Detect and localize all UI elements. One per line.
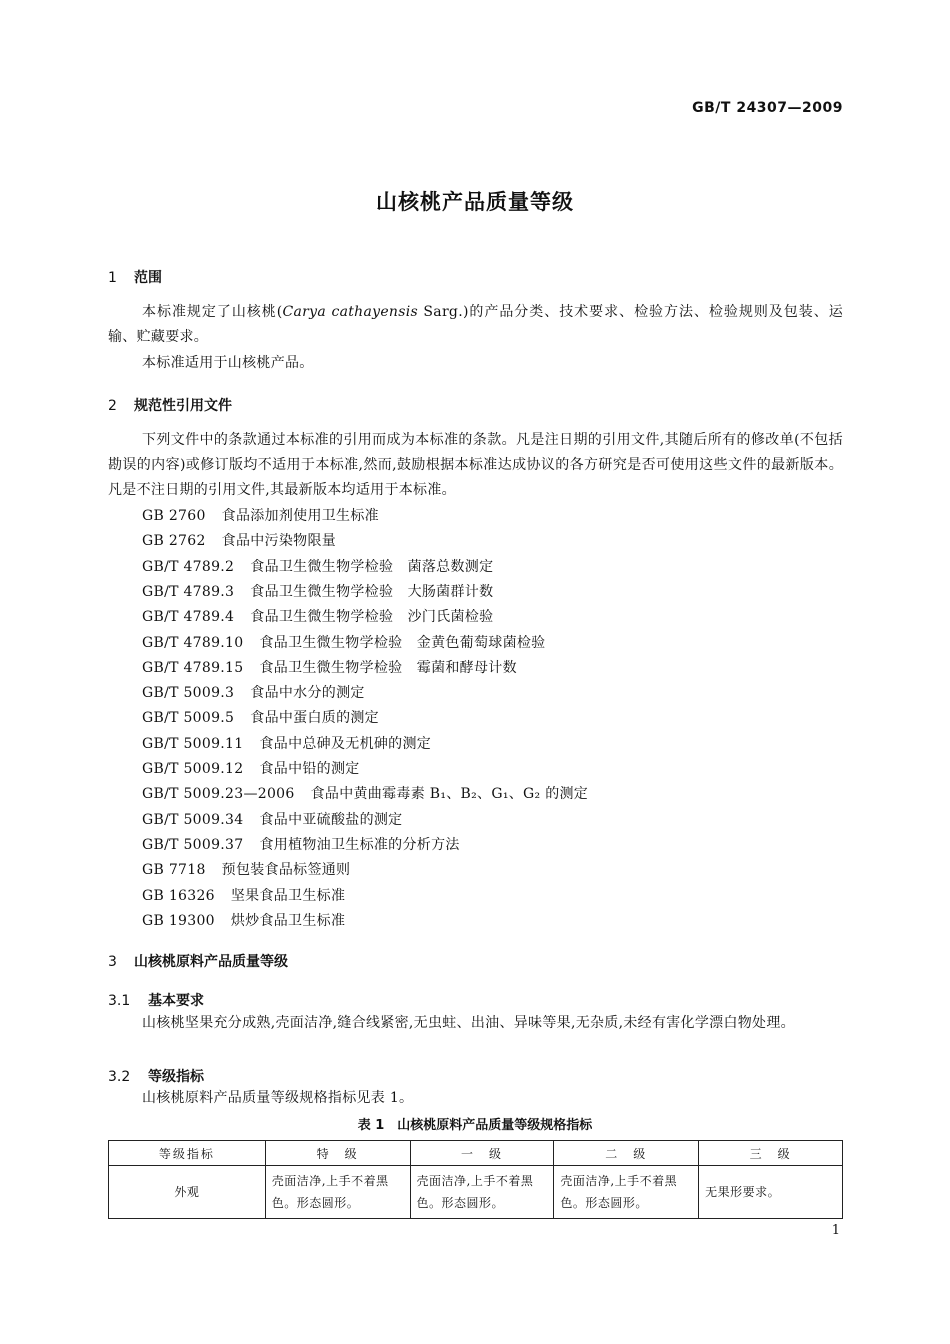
section-number: 1 [108,270,117,286]
reference-item [142,681,365,706]
reference-code: GB 16326 [142,887,215,904]
reference-item [142,909,345,934]
reference-item [142,580,493,605]
basic-requirements-paragraph: 山核桃坚果充分成熟,壳面洁净,缝合线紧密,无虫蛀、出油、异味等果,无杂质,未经有害化学漂白物处理。 [142,1015,795,1031]
reference-item [142,631,545,656]
subsection-number: 3.1 [108,993,131,1009]
document-title: 山核桃产品质量等级 [376,190,574,214]
reference-code: GB 7718 [142,862,206,879]
section-title: 山核桃原料产品质量等级 [134,954,288,970]
table-row [109,1166,843,1219]
reference-item [142,529,336,554]
reference-item [142,858,350,883]
reference-item [142,808,402,833]
reference-item [142,732,431,757]
subsection-number: 3.2 [108,1069,131,1085]
reference-title: 坚果食品卫生标准 [230,887,346,904]
reference-item [142,504,379,529]
subsection-3-1-heading [108,990,204,1010]
reference-code: GB/T 5009.34 [142,811,244,828]
table-header-cell: 三 级 [699,1141,843,1166]
grade-index-paragraph: 山核桃原料产品质量等级规格指标见表 1。 [142,1090,414,1106]
reference-item [142,782,588,807]
reference-code: GB/T 5009.12 [142,761,244,777]
table-header-cell: 特 级 [265,1141,410,1166]
reference-code: GB 2760 [142,508,206,524]
reference-code: GB/T 4789.2 [142,558,235,575]
reference-code: GB 19300 [142,912,215,929]
table-cell: 壳面洁净,上手不着黑色。形态圆形。 [410,1166,554,1219]
subsection-title: 等级指标 [148,1069,204,1085]
reference-code: GB/T 4789.3 [142,583,235,600]
reference-code: GB/T 5009.5 [142,710,235,727]
reference-code: GB/T 4789.4 [142,609,235,626]
reference-title: 食品卫生微生物学检验 沙门氏菌检验 [250,609,494,626]
reference-item [142,884,345,909]
reference-code: GB/T 5009.37 [142,836,244,853]
table-cell: 无果形要求。 [699,1166,843,1219]
table-cell: 壳面洁净,上手不着黑色。形态圆形。 [554,1166,699,1219]
table-header-cell: 等级指标 [109,1141,266,1166]
section-title: 范围 [134,270,162,286]
reference-title: 食品添加剂使用卫生标准 [221,508,379,524]
reference-title: 烘炒食品卫生标准 [230,912,346,929]
table-header-row [109,1141,843,1166]
reference-title: 食品卫生微生物学检验 霉菌和酵母计数 [259,659,517,676]
reference-code: GB/T 4789.10 [142,634,244,651]
reference-code: GB/T 5009.23—2006 [142,786,295,803]
table-row-label: 外观 [109,1166,266,1219]
reference-title: 食品中亚硫酸盐的测定 [259,811,403,828]
standard-number: GB/T 24307—2009 [692,100,843,116]
reference-title: 食品中总砷及无机砷的测定 [259,735,432,752]
references-intro: 下列文件中的条款通过本标准的引用而成为本标准的条款。凡是注日期的引用文件,其随后所有的修改单(不包括勘误的内容)或修订版均不适用于本标准,然而,鼓励根据本标准达成协议的各方研究是否可使用这些文件的最新版本。凡是不注日期的引用文件,其最新版本均适用于本标准。 [108,432,843,498]
reference-item [142,656,517,681]
reference-title: 食品卫生微生物学检验 菌落总数测定 [250,558,494,575]
section-2-heading [108,395,232,415]
reference-code: GB/T 5009.3 [142,685,235,702]
reference-title: 食品中蛋白质的测定 [250,710,379,727]
reference-item [142,706,379,731]
subsection-3-2-heading [108,1066,204,1086]
section-number: 3 [108,954,117,970]
reference-title: 食品中水分的测定 [250,685,365,702]
reference-title: 食品中铅的测定 [259,761,360,777]
reference-code: GB/T 5009.11 [142,735,244,752]
reference-title: 食品中黄曲霉毒素 B₁、B₂、G₁、G₂ 的测定 [310,786,589,803]
scope-text-2: Sarg.)的产品分类、技术要求、检验方法、检验规则及包装、运输、贮藏要求。 [108,304,843,345]
reference-item [142,757,360,782]
reference-title: 预包装食品标签通则 [221,862,351,879]
table-cell: 壳面洁净,上手不着黑色。形态圆形。 [265,1166,410,1219]
table-caption: 表 1 山核桃原料产品质量等级规格指标 [357,1118,593,1133]
section-title: 规范性引用文件 [134,398,232,414]
page-number: 1 [831,1223,840,1238]
section-1-heading [108,267,162,287]
reference-item [142,555,493,580]
reference-code: GB/T 4789.15 [142,659,244,676]
reference-title: 食品卫生微生物学检验 金黄色葡萄球菌检验 [259,634,546,651]
latin-name: Carya cathayensis [282,304,418,320]
reference-title: 食用植物油卫生标准的分析方法 [259,836,460,853]
subsection-title: 基本要求 [148,993,204,1009]
table-header-cell: 一 级 [410,1141,554,1166]
scope-paragraph [108,300,843,350]
section-number: 2 [108,398,117,414]
section-3-heading [108,951,288,971]
table-header-cell: 二 级 [554,1141,699,1166]
grade-table [108,1140,843,1219]
reference-title: 食品中污染物限量 [221,533,337,550]
reference-item [142,833,460,858]
reference-code: GB 2762 [142,533,206,550]
scope-text-1: 本标准规定了山核桃( [142,304,283,320]
applicability-paragraph: 本标准适用于山核桃产品。 [142,355,314,371]
reference-item [142,605,493,630]
reference-title: 食品卫生微生物学检验 大肠菌群计数 [250,583,494,600]
